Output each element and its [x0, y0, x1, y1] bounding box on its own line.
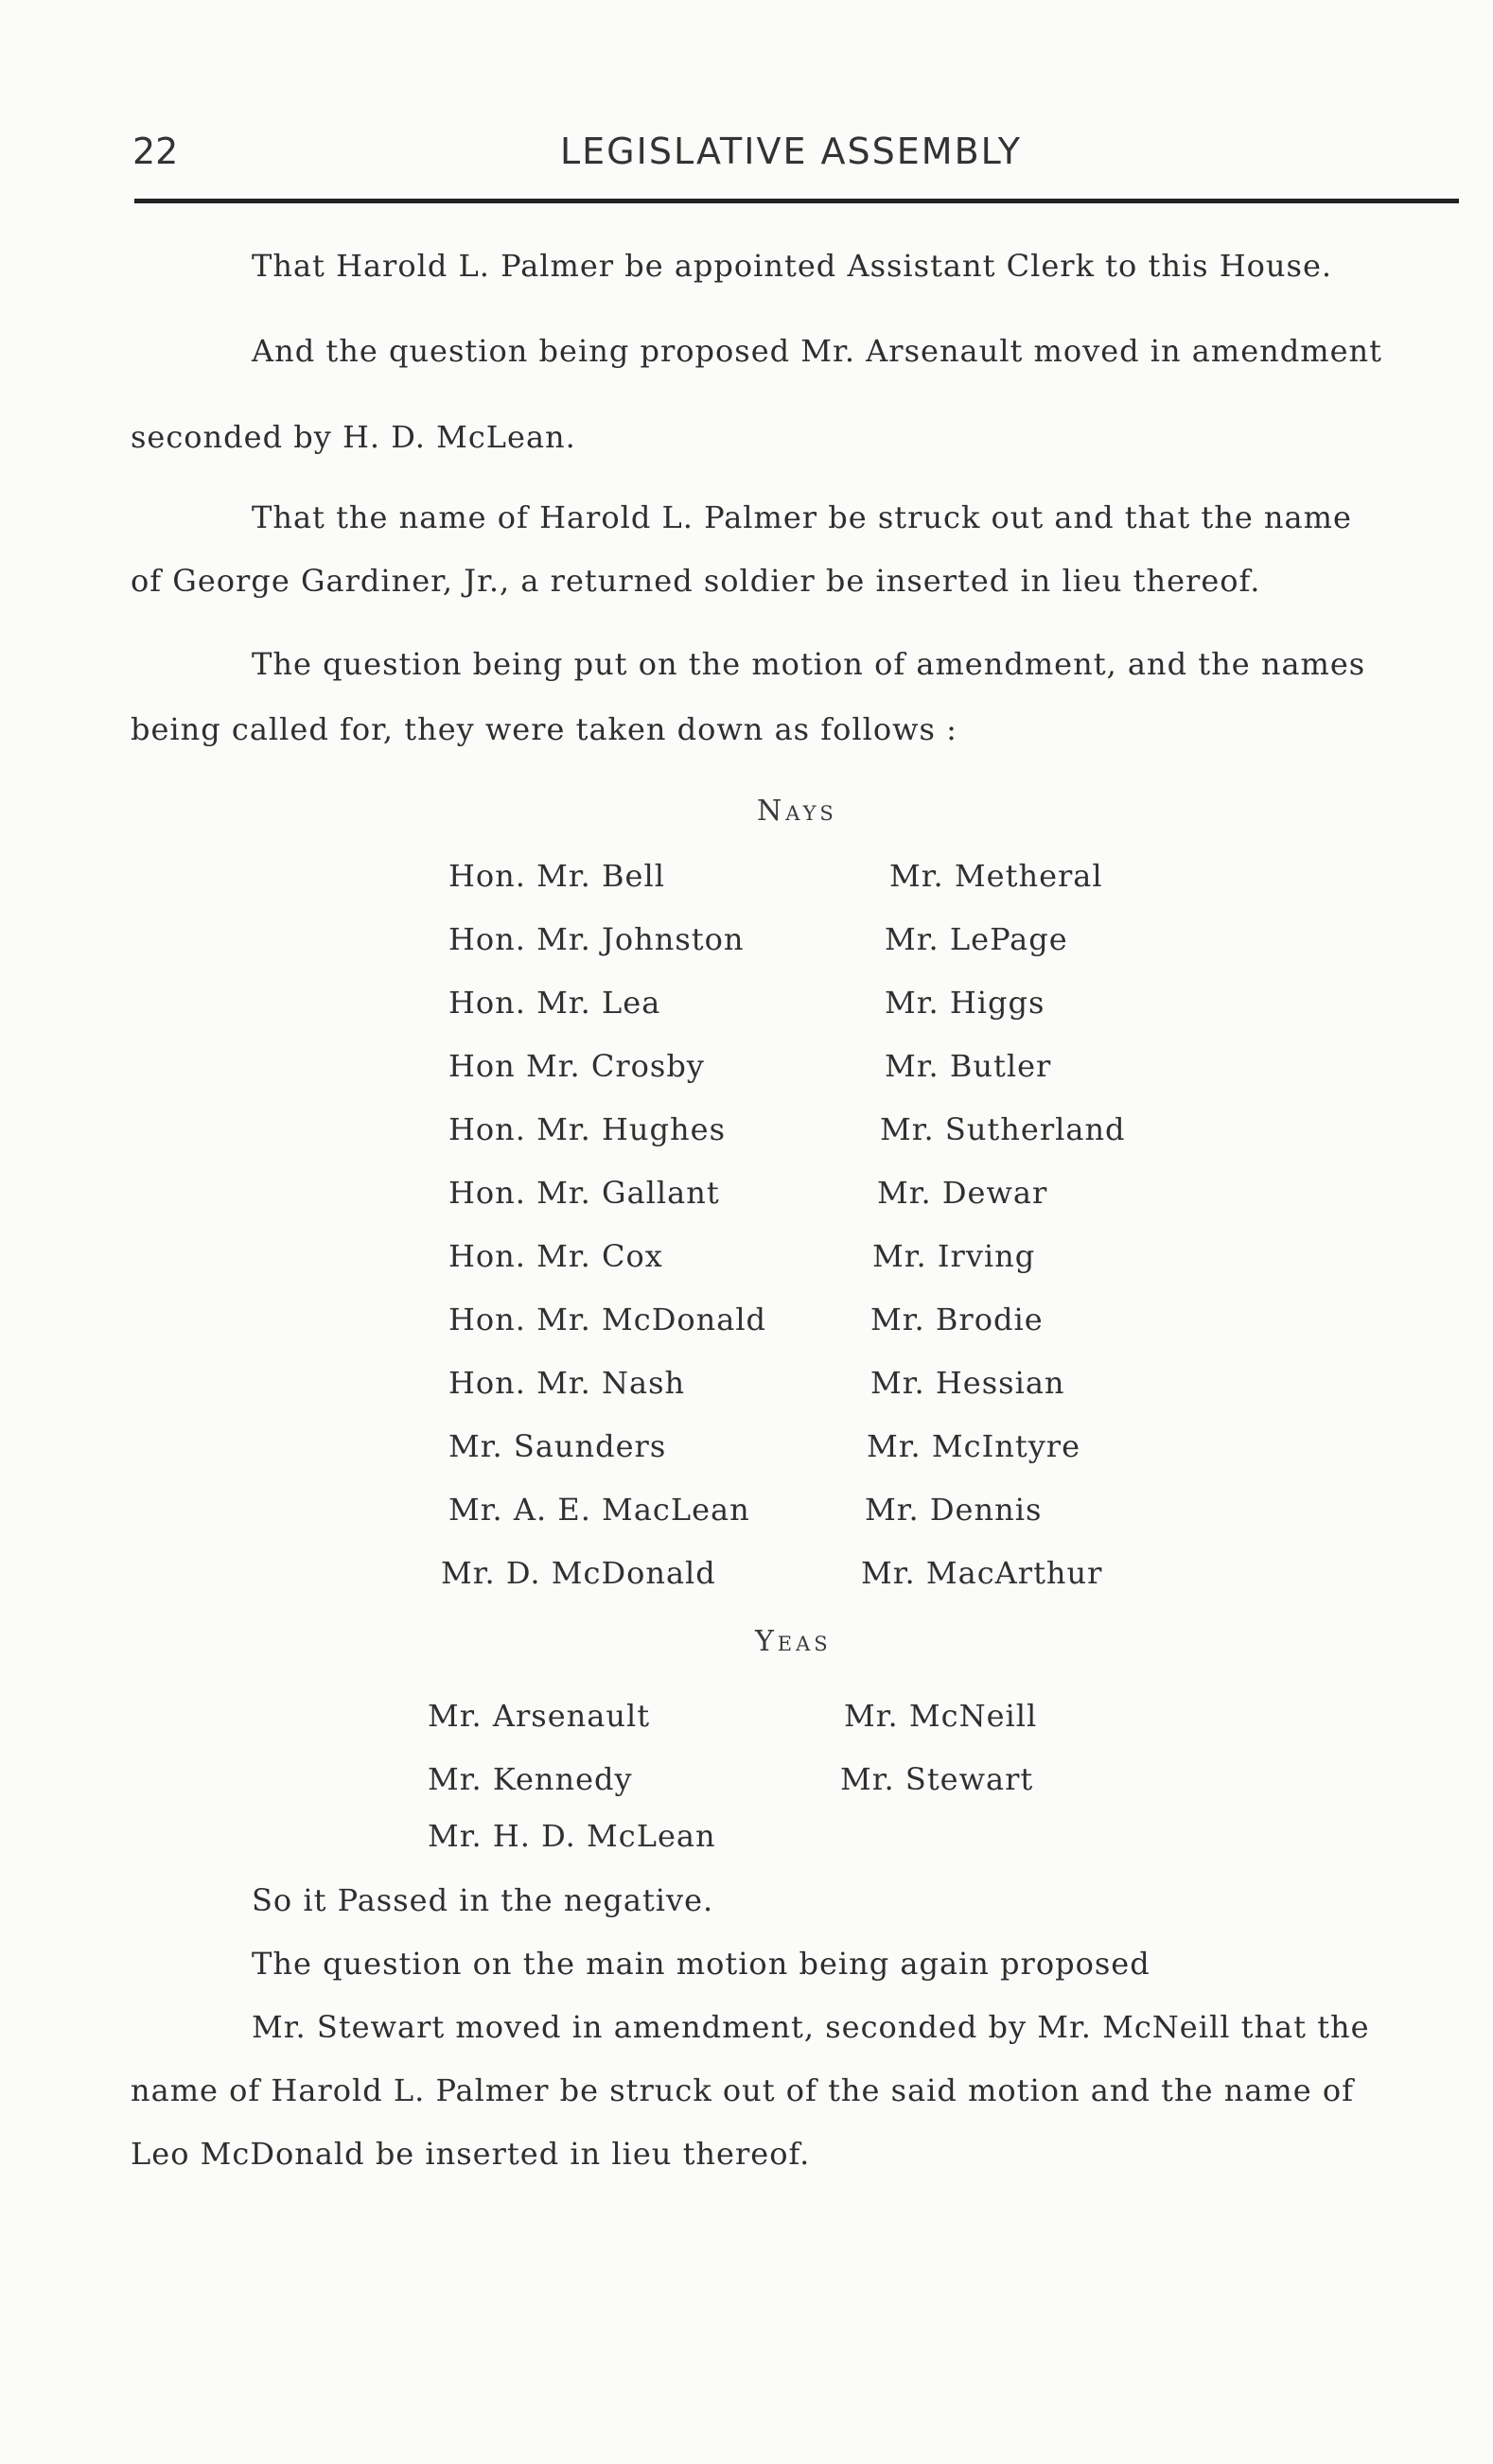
- nay-name: Mr. Butler: [885, 1048, 1052, 1084]
- nay-name: Hon. Mr. Gallant: [448, 1175, 720, 1211]
- nay-name: Hon. Mr. Johnston: [448, 921, 745, 957]
- paragraph-line: And the question being proposed Mr. Arsenault moved in amendment: [252, 333, 1382, 369]
- page-number: 22: [132, 131, 179, 172]
- yea-name: Mr. Kennedy: [428, 1761, 633, 1797]
- paragraph-line: The question being put on the motion of amendment, and the names: [252, 646, 1366, 682]
- nay-name: Hon. Mr. Lea: [448, 985, 661, 1021]
- paragraph-line: seconded by H. D. McLean.: [131, 419, 576, 455]
- nays-heading: Nays: [757, 795, 837, 828]
- paragraph-line: Mr. Stewart moved in amendment, seconded by Mr. McNeill that the: [252, 2009, 1370, 2045]
- nay-name: Mr. Dewar: [877, 1175, 1048, 1211]
- yea-name: Mr. H. D. McLean: [428, 1818, 716, 1854]
- nay-name: Mr. Higgs: [885, 985, 1045, 1021]
- nay-name: Mr. McIntyre: [867, 1428, 1080, 1464]
- nay-name: Hon. Mr. Hughes: [448, 1111, 726, 1147]
- nay-name: Hon Mr. Crosby: [448, 1048, 705, 1084]
- yea-name: Mr. McNeill: [844, 1698, 1038, 1734]
- nay-name: Mr. Dennis: [865, 1492, 1043, 1528]
- paragraph-line: Leo McDonald be inserted in lieu thereof.: [131, 2136, 811, 2172]
- nay-name: Mr. D. McDonald: [441, 1555, 716, 1591]
- yea-name: Mr. Stewart: [840, 1761, 1034, 1797]
- nay-name: Mr. Brodie: [870, 1302, 1044, 1337]
- nay-name: Mr. Hessian: [870, 1365, 1065, 1401]
- paragraph-line: The question on the main motion being again proposed: [252, 1946, 1150, 1982]
- nay-name: Mr. LePage: [885, 921, 1068, 957]
- yea-name: Mr. Arsenault: [428, 1698, 651, 1734]
- paragraph-line: name of Harold L. Palmer be struck out of the said motion and the name of: [131, 2072, 1354, 2108]
- nay-name: Mr. Sutherland: [880, 1111, 1126, 1147]
- nay-name: Hon. Mr. Nash: [448, 1365, 686, 1401]
- paragraph-line: being called for, they were taken down as follows :: [131, 711, 957, 747]
- header-rule: [134, 199, 1459, 203]
- nay-name: Mr. Irving: [872, 1238, 1036, 1274]
- nay-name: Mr. Metheral: [889, 858, 1103, 894]
- nay-name: Hon. Mr. McDonald: [448, 1302, 767, 1337]
- nay-name: Mr. MacArthur: [861, 1555, 1103, 1591]
- nay-name: Mr. A. E. MacLean: [448, 1492, 750, 1528]
- nay-name: Mr. Saunders: [448, 1428, 667, 1464]
- paragraph-line: So it Passed in the negative.: [252, 1882, 714, 1918]
- nay-name: Hon. Mr. Cox: [448, 1238, 663, 1274]
- paragraph-line: That the name of Harold L. Palmer be struck out and that the name: [252, 499, 1352, 535]
- yeas-heading: Yeas: [755, 1625, 832, 1658]
- paragraph-line: That Harold L. Palmer be appointed Assistant Clerk to this House.: [252, 248, 1333, 284]
- nay-name: Hon. Mr. Bell: [448, 858, 665, 894]
- page-header: [132, 131, 1457, 178]
- running-title: LEGISLATIVE ASSEMBLY: [560, 131, 1022, 172]
- paragraph-line: of George Gardiner, Jr., a returned soldier be inserted in lieu thereof.: [131, 563, 1261, 599]
